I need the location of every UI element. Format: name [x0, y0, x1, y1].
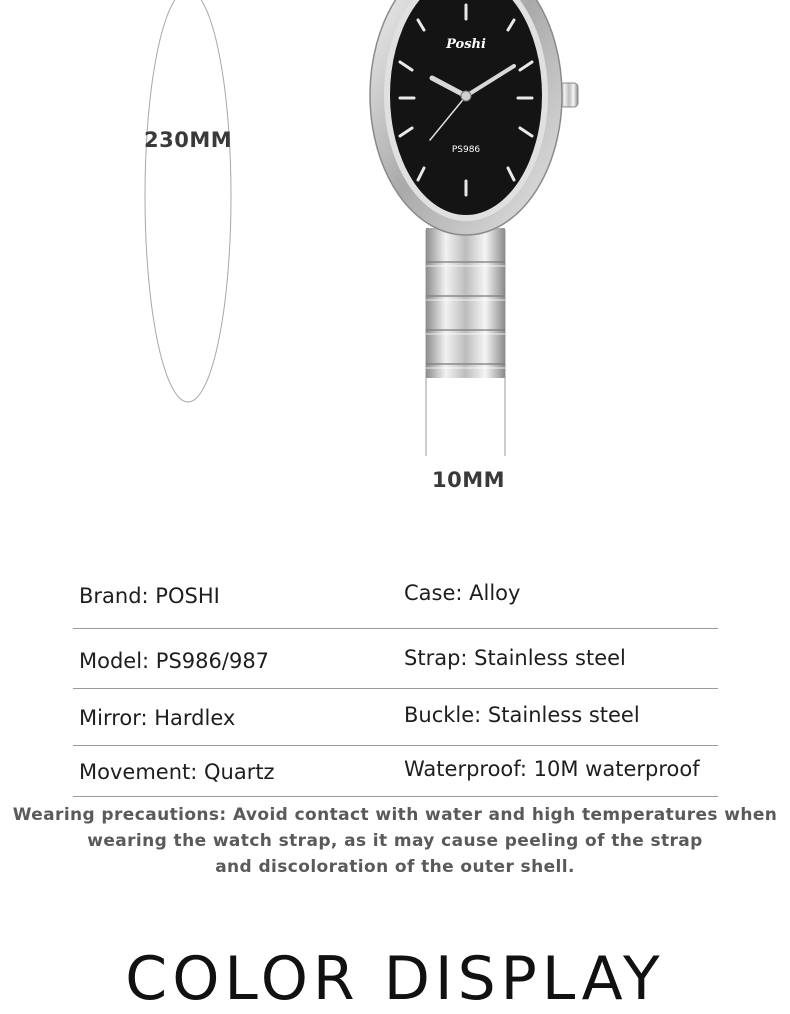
dial-logo: Poshi	[446, 37, 486, 52]
spec-table	[73, 575, 718, 797]
spec-mirror: Mirror: Hardlex	[79, 706, 236, 730]
spec-row	[73, 746, 718, 797]
spec-buckle: Buckle: Stainless steel	[404, 703, 640, 727]
spec-row	[73, 575, 718, 629]
strap-length-outline	[144, 0, 234, 410]
precautions-line: and discoloration of the outer shell.	[215, 857, 575, 877]
strap-width-label: 10MM	[432, 468, 506, 492]
strap-length-label: 230MM	[144, 128, 233, 152]
precautions-line: wearing the watch strap, as it may cause peeling of the strap	[87, 831, 703, 851]
section-heading: COLOR DISPLAY	[125, 944, 665, 1014]
spec-model: Model: PS986/987	[79, 649, 270, 673]
wristwatch-icon	[360, 0, 600, 460]
spec-waterproof: Waterproof: 10M waterproof	[404, 757, 700, 781]
spec-row	[73, 629, 718, 689]
wearing-precautions	[0, 802, 790, 880]
spec-strap: Strap: Stainless steel	[404, 646, 626, 670]
precautions-line: Wearing precautions: Avoid contact with water and high temperatures when	[12, 805, 778, 825]
spec-case: Case: Alloy	[404, 581, 521, 605]
spec-movement: Movement: Quartz	[79, 760, 275, 784]
spec-row	[73, 689, 718, 746]
spec-brand: Brand: POSHI	[79, 584, 220, 608]
dial-model: PS986	[451, 145, 481, 155]
